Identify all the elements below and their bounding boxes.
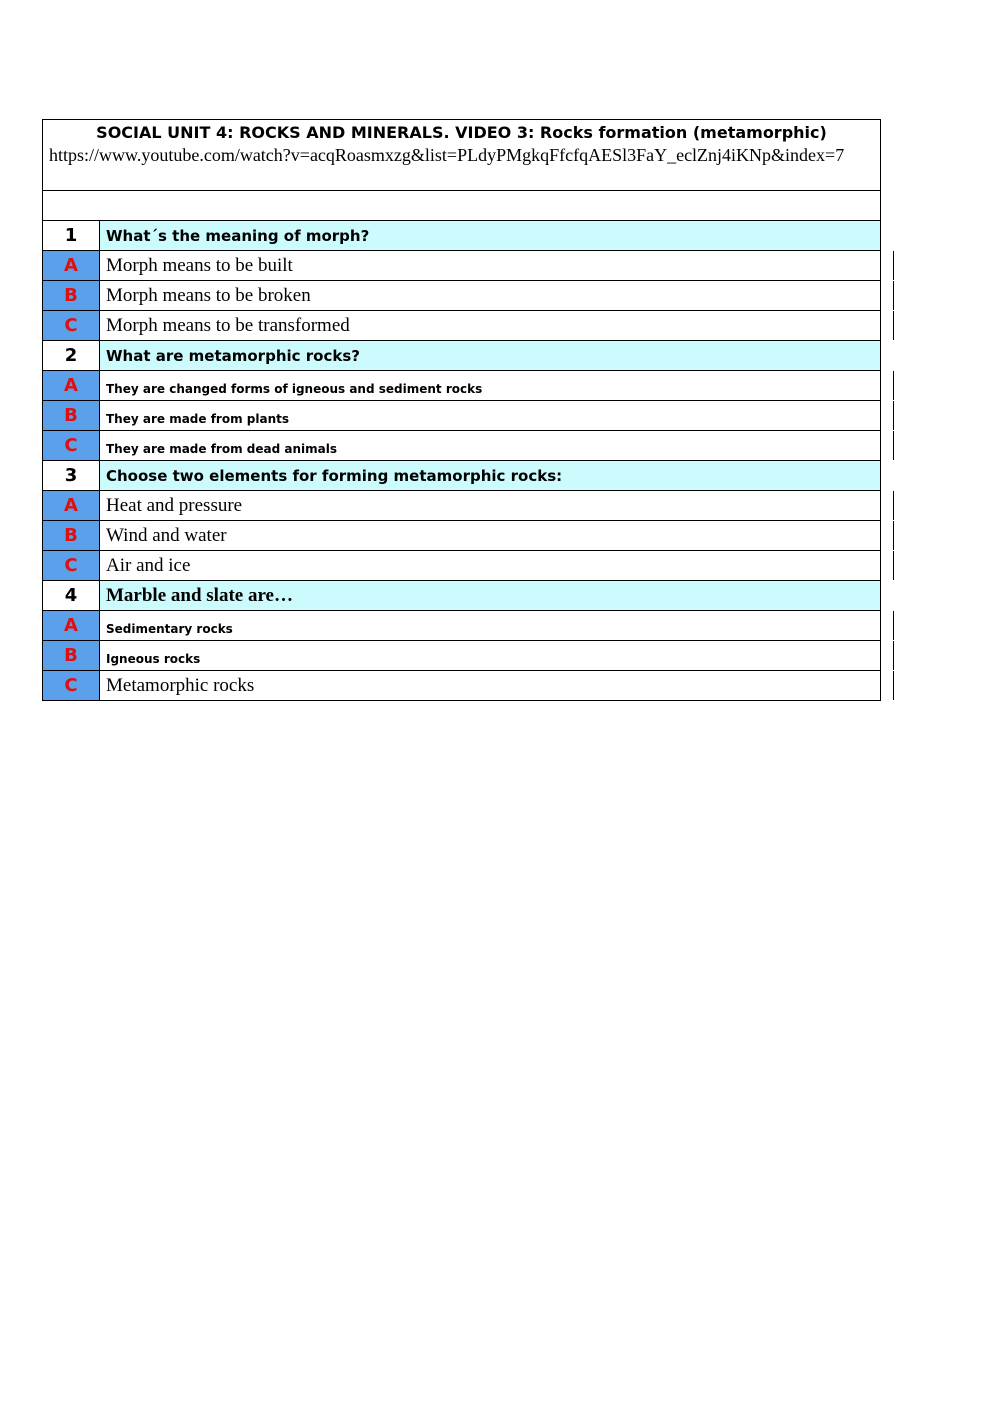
answer-row-1b[interactable] (42, 280, 881, 310)
answer-row-4c[interactable] (42, 670, 881, 701)
answer-letter: B (43, 521, 100, 550)
question-row-3 (42, 460, 881, 490)
answer-text[interactable]: Metamorphic rocks (100, 671, 881, 700)
video-link[interactable]: https://www.youtube.com/watch?v=acqRoasmxzg&list=PLdyPMgkqFfcfqAESl3FaY_eclZnj4iKNp&index=7 (49, 145, 845, 165)
answer-row-4b[interactable] (42, 640, 881, 670)
answer-letter: A (43, 611, 100, 640)
answer-text[interactable]: Morph means to be built (100, 251, 881, 280)
answer-check-cell[interactable] (881, 431, 894, 460)
answer-row-1a[interactable] (42, 250, 881, 280)
answer-letter: C (43, 551, 100, 580)
answer-check-cell[interactable] (881, 311, 894, 340)
question-text: What are metamorphic rocks? (100, 341, 881, 370)
sheet-header (42, 119, 881, 190)
answer-check-cell[interactable] (881, 371, 894, 400)
question-number: 1 (43, 221, 100, 250)
answer-check-cell[interactable] (881, 401, 894, 430)
answer-text[interactable]: Morph means to be broken (100, 281, 881, 310)
answer-letter: B (43, 641, 100, 670)
answer-text[interactable]: Sedimentary rocks (100, 611, 881, 640)
answer-letter: B (43, 401, 100, 430)
answer-row-3c[interactable] (42, 550, 881, 580)
answer-letter: C (43, 671, 100, 700)
question-text: Choose two elements for forming metamorphic rocks: (100, 461, 881, 490)
answer-check-cell[interactable] (881, 671, 894, 700)
answer-check-cell[interactable] (881, 551, 894, 580)
answer-text[interactable]: Wind and water (100, 521, 881, 550)
question-number: 4 (43, 581, 100, 610)
answer-text[interactable]: They are made from plants (100, 401, 881, 430)
question-number: 2 (43, 341, 100, 370)
answer-row-2b[interactable] (42, 400, 881, 430)
question-row-1 (42, 220, 881, 250)
answer-text[interactable]: Heat and pressure (100, 491, 881, 520)
answer-row-4a[interactable] (42, 610, 881, 640)
answer-text[interactable]: Igneous rocks (100, 641, 881, 670)
spacer-row (42, 190, 881, 220)
answer-letter: A (43, 251, 100, 280)
answer-row-3b[interactable] (42, 520, 881, 550)
answer-text[interactable]: Air and ice (100, 551, 881, 580)
answer-row-1c[interactable] (42, 310, 881, 340)
answer-check-cell[interactable] (881, 611, 894, 640)
question-row-2 (42, 340, 881, 370)
answer-row-2c[interactable] (42, 430, 881, 460)
question-text: What´s the meaning of morph? (100, 221, 881, 250)
question-row-4 (42, 580, 881, 610)
sheet-title: SOCIAL UNIT 4: ROCKS AND MINERALS. VIDEO 3: Rocks formation (metamorphic) (96, 123, 827, 142)
answer-letter: A (43, 491, 100, 520)
answer-letter: C (43, 431, 100, 460)
answer-check-cell[interactable] (881, 521, 894, 550)
answer-text[interactable]: They are changed forms of igneous and sediment rocks (100, 371, 881, 400)
answer-text[interactable]: Morph means to be transformed (100, 311, 881, 340)
question-text: Marble and slate are… (100, 581, 881, 610)
answer-letter: C (43, 311, 100, 340)
question-number: 3 (43, 461, 100, 490)
answer-check-cell[interactable] (881, 281, 894, 310)
quiz-sheet (42, 119, 881, 701)
answer-row-3a[interactable] (42, 490, 881, 520)
answer-check-cell[interactable] (881, 641, 894, 670)
answer-check-cell[interactable] (881, 491, 894, 520)
answer-row-2a[interactable] (42, 370, 881, 400)
answer-check-cell[interactable] (881, 251, 894, 280)
answer-letter: B (43, 281, 100, 310)
answer-letter: A (43, 371, 100, 400)
answer-text[interactable]: They are made from dead animals (100, 431, 881, 460)
